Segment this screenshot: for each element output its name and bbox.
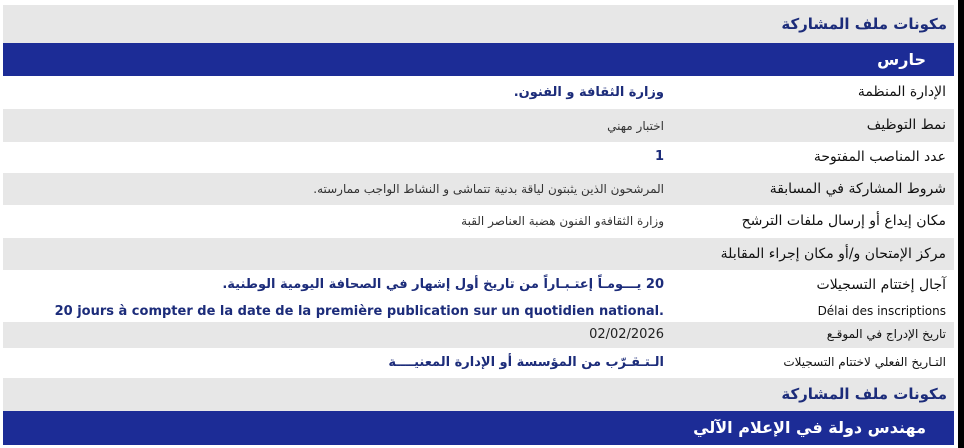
field-row-exam-center: [3, 238, 954, 270]
field-row-participation-conditions: [3, 173, 954, 205]
field-value: وزارة الثقافة و الفنون.: [513, 85, 664, 100]
field-label: شروط المشاركة في المسابقة: [769, 181, 946, 197]
field-label: التـاريخ الفعلي لاختتام التسجيلات: [783, 355, 946, 369]
field-label: مكان إيداع أو إرسال ملفات الترشح: [741, 213, 946, 229]
field-label: نمط التوظيف: [866, 117, 946, 133]
section-header: مكونات ملف المشاركة: [3, 5, 954, 43]
position-title-bar: حارس: [3, 43, 954, 76]
field-value: وزارة الثقافةو الفنون هضبة العناصر القبة: [461, 214, 664, 228]
field-label: الإدارة المنظمة: [857, 84, 946, 100]
field-label: مركز الإمتحان و/أو مكان إجراء المقابلة: [720, 246, 946, 262]
field-value: اختبار مهني: [607, 119, 664, 133]
field-label: آجال إختتام التسجيلات: [816, 277, 946, 293]
field-row-posting-date: [3, 322, 954, 348]
field-label-fr: Délai des inscriptions: [817, 304, 946, 318]
field-row-submission-place: [3, 205, 954, 238]
field-row-registration-deadline: [3, 270, 954, 322]
field-value: 02/02/2026: [589, 327, 664, 342]
field-row-recruitment-type: [3, 109, 954, 142]
field-value: 1: [654, 149, 664, 164]
field-row-organizing-administration: [3, 76, 954, 109]
field-value: المرشحون الذين يثبتون لياقة بدنية تتماشى و النشاط الواجب ممارسته.: [313, 182, 664, 196]
position-title-bar: مهندس دولة في الإعلام الآلي: [3, 411, 954, 445]
field-label: عدد المناصب المفتوحة: [813, 149, 946, 165]
field-value: الـتـقـرّب من المؤسسة أو الإدارة المعنيــــة: [388, 355, 664, 370]
field-value-fr: 20 jours à compter de la date de la première publication sur un quotidien national.: [54, 304, 664, 319]
field-row-actual-closing-date: [3, 348, 954, 378]
section-header: مكونات ملف المشاركة: [3, 378, 954, 411]
scrollbar[interactable]: [958, 0, 964, 448]
field-row-open-positions: [3, 142, 954, 173]
field-label: تاريخ الإدراج في الموقـع: [826, 327, 946, 341]
field-value: 20 يـــومـاً إعتـبـاراً من تاريخ أول إشهار في الصحافة اليومية الوطنية.: [222, 277, 664, 292]
